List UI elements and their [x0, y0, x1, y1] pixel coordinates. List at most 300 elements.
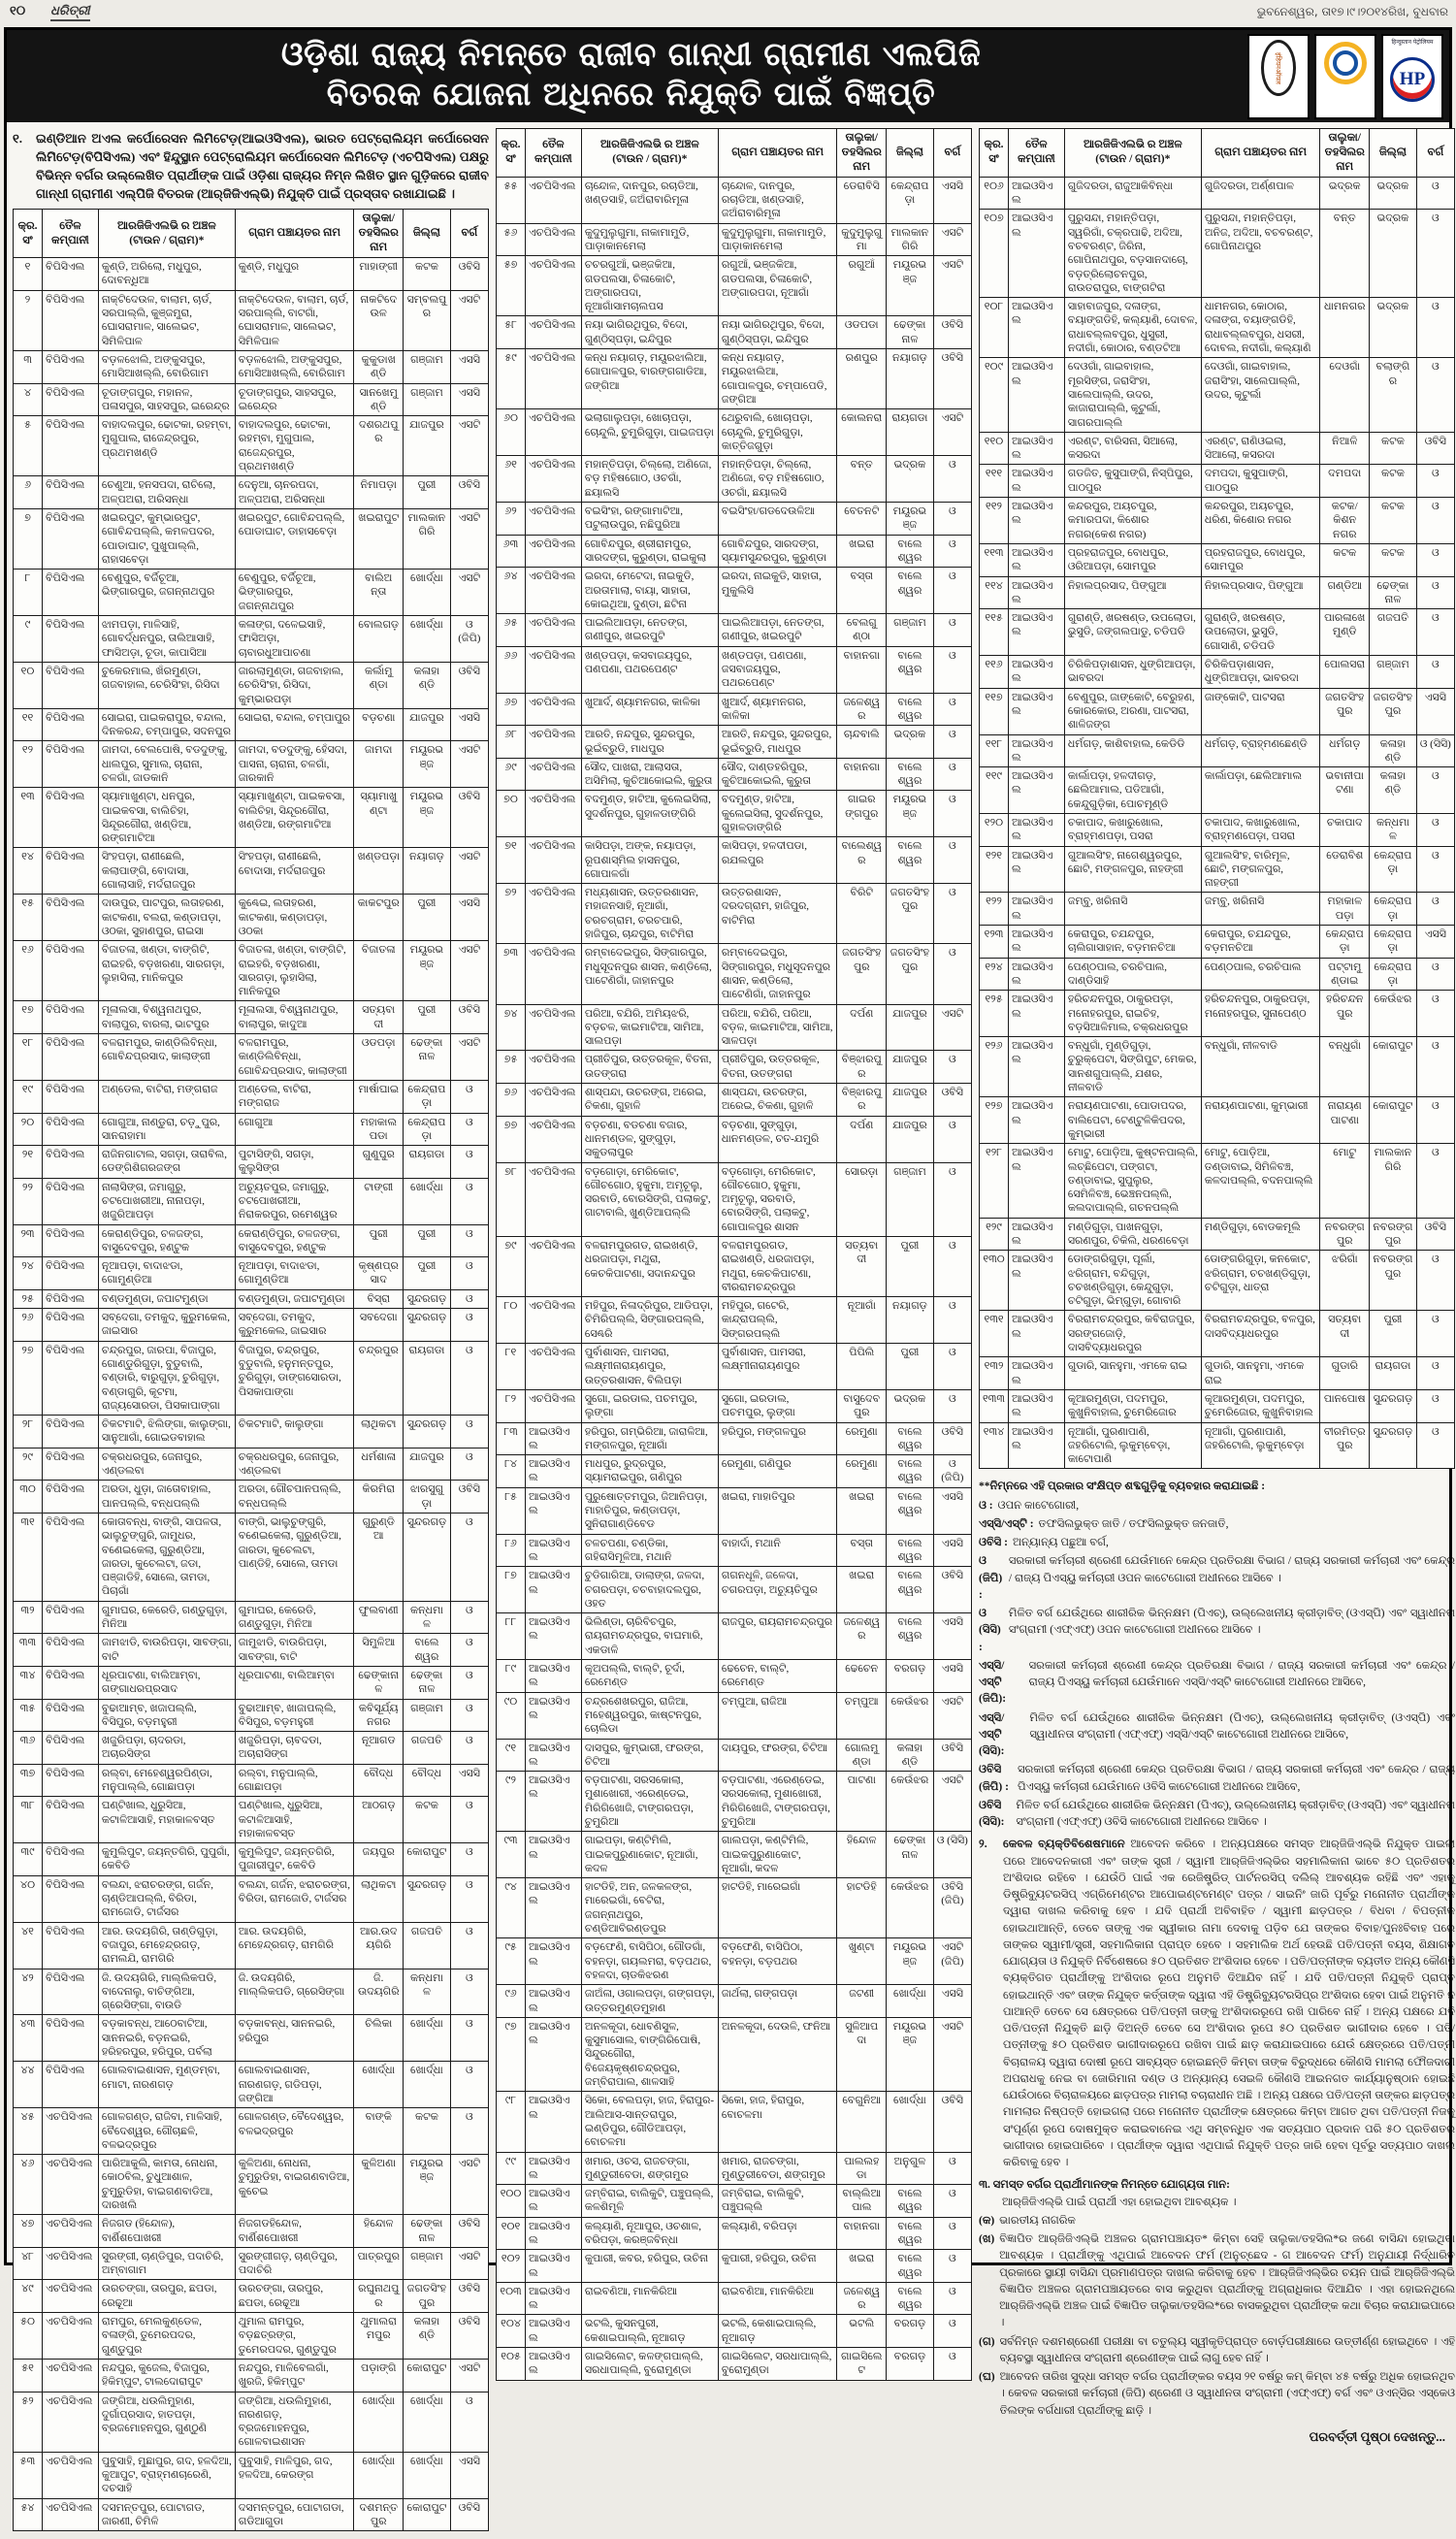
table-row	[497, 2348, 972, 2381]
cell-district: ବାଲେଶ୍ୱର	[404, 1634, 451, 1667]
table-row	[14, 2452, 489, 2498]
cell-district: ବାଲେଶ୍ୱର	[887, 2282, 934, 2315]
table-row	[14, 1481, 489, 1514]
cell-taluka: କାକଟପୁର	[354, 895, 404, 941]
cell-category: ଓ	[1416, 958, 1454, 991]
cell-district: ବାଲେଶ୍ୱର	[887, 1455, 934, 1488]
indianoil-logo	[1247, 34, 1310, 119]
cell-serial: ୪୭	[14, 2215, 43, 2248]
cell-category: ଏସସି	[933, 1660, 971, 1693]
cell-district: ଭଦ୍ରକ	[887, 1389, 934, 1422]
cell-area: ନୟା ଭାଗିରଥିପୁର, ବିଦୋ, ଗୁଣ୍ଠିସ୍ପଡ଼ା, ଇନ୍ଦିପୁର	[581, 316, 718, 349]
cell-area: ପରିଆ, ବଯିରି, ଅମିୟଝରି, ବଡ଼ଚଳ, କାଇମାଟିଆ, ସାମିଆ, ସାଲପଡ଼ା	[581, 1004, 718, 1051]
cell-category: ଏସସି	[450, 383, 488, 416]
cell-taluka: ହାଟଡିହି	[837, 1878, 887, 1938]
cell-serial: ୭୯	[497, 1237, 526, 1297]
cell-serial: ୫୮	[497, 316, 526, 349]
cell-district: ଜଗତସିଂହପୁର	[887, 884, 934, 944]
cell-company: ବିପିସିଏଲ	[43, 662, 99, 708]
cell-area: ଜଙ୍ଗିଆ, ଧଉଲିମୁହାଣ, ଦୁର୍ଗାପ୍ରସାଦ, ହାତପଡ଼ା, ବ୍ରଜମୋହନପୁର, ଗୁଣ୍ଠୁଣି	[98, 2392, 235, 2452]
cell-gram-panchayat: ଗୋଗୁଆ	[235, 1113, 354, 1146]
cell-district: ବାଲେଶ୍ୱର	[887, 837, 934, 884]
banner-title	[36, 34, 1226, 114]
cell-gram-panchayat: ଥେରୁବାଲି, ଖୋଚାପଡ଼ା, ଚୋନ୍ଦୁଲି, ଚୁମୁରିଗୁଡ଼ା, କାତ୍ତିଜଗୁଡ଼ା	[718, 409, 837, 456]
note-item-label: ଏସ୍‌ସି/ଏସ୍‌ଟି (ସିସି):	[979, 1711, 1005, 1758]
note-item-text: ସରକାରୀ କର୍ମଚାରୀ ଶ୍ରେଣୀ କେନ୍ଦ୍ର ପ୍ରତିରକ୍ଷା ବିଭାଗ / ରାଜ୍ୟ ସରକାରୀ କର୍ମଚାରୀ ଏବଂ କେନ୍ଦ୍ର / ରାଜ୍ୟ ପିଏସ୍‌ୟୁ କର୍ମଚାରୀ ଯେଉଁମାନେ ଓବିସି କାଟେଗୋରୀ ଅଧୀନରେ ଆସିବେ,	[1018, 1764, 1455, 1793]
cell-gram-panchayat: ଢେଚେନ, ବାଲ୍ଟି, ରେମେଣ୍ଡ	[718, 1660, 837, 1693]
cell-taluka: ଢେଙ୍କାନାଳ	[354, 1666, 404, 1699]
cell-gram-panchayat: ନାକ୍ଟିଦେଉଳ, ବାଲାମ, ଚାର୍ଡ, ସରପାଲ୍ଲି, ବାଟଗାଁ, ଘୋସରାମାଳ, ସାଲେଭଟ, ସିମିଳିପାଳ	[235, 290, 354, 350]
column-header: ତାଲୁକା/ ତହସିଲର ନାମ	[837, 129, 887, 178]
cell-company: ବିପିସିଏଲ	[43, 1601, 99, 1634]
table-row	[980, 498, 1455, 544]
cell-taluka: ବାଲେଶ୍ୱର	[837, 837, 887, 884]
cell-serial: ୫୬	[497, 223, 526, 256]
note-item-label: (ଖ)	[979, 2233, 995, 2246]
cell-serial: ୧	[14, 258, 43, 291]
cell-company: ଆଇଓସିଏଲ	[526, 2152, 582, 2185]
column-header: ବର୍ଗ	[933, 129, 971, 178]
cell-gram-panchayat: ଧୂରପାଟଣା, ବାଲିଆମ୍ବା	[235, 1666, 354, 1699]
cell-company: ଏଚପିସିଏଲ	[526, 316, 582, 349]
note-item-label: ଓ (ସିସି) :	[979, 1608, 1001, 1653]
column-header: କ୍ର. ସଂ	[980, 129, 1009, 178]
cell-category: ଓ	[1416, 609, 1454, 656]
cell-company: ବିପିସିଏଲ	[43, 290, 99, 350]
cell-district: କଟକ	[404, 258, 451, 291]
cell-district: ଗଞ୍ଜାମ	[404, 1699, 451, 1732]
cell-area: ଖମାର, ଓଚସ, ରାଜଚଙ୍ଗା, ମୁଣ୍ଡୁରୀବେଡା, ଶଙ୍ଗମୁର	[581, 2152, 718, 2185]
cell-taluka: ଦେଓଗାଁ	[1320, 358, 1370, 432]
cell-district: ପୁରୀ	[404, 1224, 451, 1257]
cell-area: ମହାନ୍ତିପଡ଼ା, ଚିଲ୍ଲୋ, ଅଣିଜୋ, ବଡ଼ ମହିଷଗୋଠ, ଓଚଗାଁ, ଛୟାଲସି	[581, 456, 718, 503]
table-row	[14, 1341, 489, 1415]
cell-category: ଓବିସି	[933, 316, 971, 349]
cell-area: ବଣ୍ଡମୁଣ୍ଡା, ଜପାଟମୁଣ୍ଡା	[98, 1289, 235, 1308]
cell-area: କୂଆରମୁଣ୍ଡା, ପଦମପୁର, କୁଖୁନିବାହାଲ, ଚୁମେରିଜୋର	[1064, 1389, 1201, 1422]
cell-company: ଏଚପିସିଏଲ	[526, 256, 582, 316]
cell-area: ହରିଚନ୍ଦନପୁର, ଠାକୁରପଡ଼ା, ମନୋହରପୁର, ରାଇଚିହ, ବଡ଼ସିଆଳିମାଲ, ଚକ୍ରଧରପୁର	[1064, 991, 1201, 1037]
table-row	[14, 1178, 489, 1224]
cell-company: ଏଚପିସିଏଲ	[526, 837, 582, 884]
cell-gram-panchayat: କନ୍ଦରପୁର, ଅୟଚପୁର, ଧରିଣ, କିଶୋର ନଗର	[1201, 498, 1320, 544]
cell-serial: ୮୦	[497, 1297, 526, 1344]
cell-taluka: ଖଇରା	[837, 1567, 887, 1613]
cell-serial: ୩୯	[14, 1843, 43, 1876]
newspaper-masthead: ଧରିତ୍ରୀ	[50, 4, 90, 21]
indianoil-hindi-text: इंडियनऑयल	[1274, 51, 1282, 84]
table-row	[497, 1004, 972, 1051]
cell-area: ଖଇରପୁଟ, କୁମ୍ଭାରପୁଟ, ଗୋବିନ୍ଦପଲ୍ଲି, କମଳପଦର, ପୋଡାଘାଟ, ପୁଖୁପାଲ୍ଲି, ରାହାସବେଡ଼ା	[98, 508, 235, 569]
cell-category: ଓ	[933, 456, 971, 503]
cell-taluka: ଖଣ୍ଡପଡ଼ା	[354, 848, 404, 895]
cell-category: ଓବିସି	[1416, 432, 1454, 465]
cell-taluka: ଗଣ୍ଡିଆ	[1320, 576, 1370, 609]
cell-district: ଯାଜପୁର	[887, 1004, 934, 1051]
cell-district: ବାଲେଶ୍ୱର	[887, 1613, 934, 1660]
note-item-text: ତଫସିଲଭୁକ୍ତ ଜାତି / ତଫସିଲଭୁକ୍ତ ଜନଜାତି,	[1038, 1517, 1229, 1530]
cell-serial: ୯୩	[497, 1832, 526, 1878]
cell-gram-panchayat: ଜାଙ୍କୋଟି, ପାଟସରା	[1201, 688, 1320, 734]
note-item-label: ଓ (ଜିପି) :	[979, 1555, 1003, 1601]
column-header: ତୈଳ କମ୍ପାନୀ	[526, 129, 582, 178]
cell-area: ମୋଟୁ, ପୋଡ଼ିଆ, କୁଷ୍ଟନପାଲ୍ଲି, ଲଚ୍ଛିପେଟା, ପଙ୍ଗଟା, ତଣ୍ଡାବାଇ, ସୁପୁଲୁର, ସେମିଳିବଞ୍ଚ, ଭେଞ୍ଚନପଲ୍ଲି, କଲଦାପାଲ୍ଲି, ଗଚନପଲ୍ଲି	[1064, 1144, 1201, 1218]
cell-gram-panchayat: ମୋଟୁ, ପୋଡ଼ିଆ, ତଣ୍ଡାବାଇ, ସିମିଳିବଞ୍ଚ, କଳଦାପଲ୍ଲି, ବଦନପାଲ୍ଲି	[1201, 1144, 1320, 1218]
cell-serial: ୨୪	[14, 1257, 43, 1290]
cell-category: ଓ	[450, 1875, 488, 1922]
cell-gram-panchayat: ଚାନ୍ଦୋଳ, ଦାନପୁର, ରଚାଡିଆ, ଖଣ୍ଡସାହି, ଜଅଁରାବାରିମୂଳା	[718, 177, 837, 223]
cell-gram-panchayat: ବାହାର୍ଦା, ମଥାନି	[718, 1534, 837, 1567]
cell-district: କନ୍ଧମାଳ	[404, 1601, 451, 1634]
table-row	[14, 848, 489, 895]
cell-gram-panchayat: ଚୂଡାଙ୍ଗପୁର, ସାହସପୁର, ଇରେନ୍ଦ୍ର	[235, 383, 354, 416]
cell-company: ଆଇଓସିଏଲ	[1009, 432, 1065, 465]
cell-taluka: ପାନପୋଷ	[1320, 1389, 1370, 1422]
table-row	[980, 609, 1455, 656]
cell-taluka: କୁକୁଡାଖଣ୍ଡି	[354, 350, 404, 383]
cell-company: ଏଚପିସିଏଲ	[526, 1162, 582, 1236]
column-2	[496, 128, 972, 2381]
cell-category: ଓ	[933, 1237, 971, 1297]
cell-company: ଆଇଓସିଏଲ	[526, 1878, 582, 1938]
cell-gram-panchayat: ଗୋବିନ୍ଦପୁର, ସାରଦଙ୍ଗ, ସ୍ୟାମସୁନ୍ଦରପୁର, କୁରୁଣ୍ଡା	[718, 535, 837, 568]
table-row	[14, 350, 489, 383]
cell-category: ଏସଟି (ଜିପି)	[933, 1938, 971, 1985]
cell-category: ଓ	[1416, 210, 1454, 298]
cell-area: ଦାଉପୁର, ପାଟପୁର, ଲତାହରଣ, କାଟକଣା, ବଲରା, କଣ୍ଡାପଡ଼ା, ଓଠକା, ସୁହାଣପୁର, ରାଇସା	[98, 895, 235, 941]
cell-company: ବିପିସିଏଲ	[43, 508, 99, 569]
cell-serial: ୧୨୩	[980, 926, 1009, 959]
cell-category: ଓ	[1416, 465, 1454, 498]
cell-taluka: ରଗୁଆଁ	[837, 256, 887, 316]
table-row	[980, 543, 1455, 576]
cell-taluka: କୋଲନରା	[837, 409, 887, 456]
cell-gram-panchayat: ପେଣ୍ଠପାଲ, ଚରଚିପାଲ	[1201, 958, 1320, 991]
cell-company: ଏଚପିସିଏଲ	[526, 535, 582, 568]
cell-area: ମଣ୍ଡିଗୁଡ଼ା, ପାଖନଗୁଡ଼ା, ସରଣପୁର, ଚିକିଲି, ଧରଣବେଡ଼ା	[1064, 1218, 1201, 1251]
table-row	[497, 256, 972, 316]
cell-taluka: ଦର୍ପଣ	[837, 1116, 887, 1162]
cell-taluka: ଜଳେଶ୍ୱର	[837, 2282, 887, 2315]
cell-area: ସିକୋ, ବେଲପଡ଼ା, ହାଜ, ହିରାପୁର-ଆଲିଆସ-ସାନ୍ତରାପୁର, ଇଣ୍ଡିପୁର, ଗୌଡିଆପଡ଼ା, ବୋଚଳମା	[581, 2092, 718, 2152]
cell-gram-panchayat: କୁଦୁମୁଲୁଗୁମା, ନାକାମାମୁଡି, ପାଡ଼ାକାନମେଲା	[718, 223, 837, 256]
cell-category: ଓ	[1416, 991, 1454, 1037]
cell-gram-panchayat: ବଡ଼ପାଟଣା, ଏରେଣ୍ଡେଇ, ସରସକୋଲା, ମୁଶାଖୋରୀ, ମିରିଗିଖୋଜି, ଟାଙ୍ଗରପଡ଼ା, ଚୁମୁରିଆ	[718, 1772, 837, 1832]
note-item-text: ଅନ୍ୟାନ୍ୟ ପଛୁଆ ବର୍ଗ,	[1012, 1537, 1109, 1549]
cell-district: ଢେଙ୍କାନାଳ	[887, 1832, 934, 1878]
cell-serial: ୧୦୭	[980, 210, 1009, 298]
cell-taluka: ମାର୍ଷାଘାଇ	[354, 1080, 404, 1113]
cell-serial: ୭୫	[497, 1051, 526, 1084]
cell-category: ଓ	[933, 568, 971, 614]
cell-district: ବାଲେଶ୍ୱର	[887, 646, 934, 693]
cell-gram-panchayat: ରମ୍ବାଦେଇପୁର, ସିଙ୍ଗାରପୁର, ମଧୁସୂଦନପୁର ଶାସନ, କଣ୍ଡିଲୋ, ପାଟେଣିଗାଁ, ଜାହାନପୁର	[718, 944, 837, 1004]
cell-serial: ୭	[14, 508, 43, 569]
cell-gram-panchayat: ଦେଓଗାଁ, ଗାଇବାହାଲ, ଜରାସିଂହା, ସାଲେପାଲ୍ଲି, ଉଦର, କୂଟୁର୍ଲା	[1201, 358, 1320, 432]
cell-district: ମୟୂରଭଞ୍ଜ	[404, 788, 451, 848]
cell-district: ବାଲେଶ୍ୱର	[887, 1487, 934, 1534]
cell-serial: ୫୪	[14, 2498, 43, 2531]
cell-area: ଚଳଚପଣା, ଚଣ୍ଡିକା, ଗହିରାସିମୂଳିଆ, ମଥାନି	[581, 1534, 718, 1567]
cell-gram-panchayat: ଶାସ୍ପନ୍ଦା, ଉଚରଙ୍ଗ, ଅରେଇ, ଚିକଣା, ଗୁହାଳି	[718, 1084, 837, 1117]
cell-gram-panchayat: କଲ୍ୟାଣି, ବରିପଡ଼ା	[718, 2217, 837, 2250]
cell-category: ଏସଟି	[450, 290, 488, 350]
table-row	[980, 846, 1455, 893]
cell-district: କେଉଁଝର	[1370, 991, 1417, 1037]
cell-area: କୂଅପଲ୍ଲି, ବାଲ୍ଟି, ଚୂର୍ଦା, ରେମେଣ୍ଡ	[581, 1660, 718, 1693]
cell-district: ମୟୂରଭଞ୍ଜ	[887, 1938, 934, 1985]
cell-gram-panchayat: ନୂଆପଡ଼ା, ବାଦାଝଡା, ଗୋମୁଣ୍ଡିଆ	[235, 1257, 354, 1290]
cell-company: ବିପିସିଏଲ	[43, 476, 99, 509]
cell-gram-panchayat: ବଳରାମପୁରଗଡ, ରାଇଖଣ୍ଡି, ଧରଜାପଡ଼ା, ମଥୁରା, କେଚକିପାଟଣା, ବୀରରାମଚନ୍ଦ୍ରପୁର	[718, 1237, 837, 1297]
table-row	[980, 688, 1455, 734]
cell-category: ଓବିସି	[450, 2313, 488, 2360]
cell-taluka: ଦମପଦା	[1320, 465, 1370, 498]
cell-area: ବିଜାତଳା, ଖଣ୍ଡା, ବାଙ୍ଗିଟି, ରାଇହରି, ବଡ଼ଖରଣା, ସାରଗଡ଼ା, ଲୁହାସିଲା, ମାନିକପୁର	[98, 941, 235, 1001]
cell-category: ଓ	[1416, 1357, 1454, 1390]
cell-serial: ୬୮	[497, 726, 526, 759]
cell-company: ବିପିସିଏଲ	[43, 1843, 99, 1876]
cell-area: କେରାପୁର, ଚଯନ୍ଦପୁର, ଚାଲିଗାସାହାନ, ବଡ଼ମନଚିଆ	[1064, 926, 1201, 959]
cell-company: ଆଇଓସିଏଲ	[526, 1985, 582, 2018]
cell-serial: ୫୦	[14, 2313, 43, 2360]
note-item-label: ଓବିସି (ସିସି):	[979, 1799, 1005, 1829]
intro-number: ୧.	[13, 131, 23, 146]
cell-serial: ୭୩	[497, 944, 526, 1004]
cell-category: ଓ	[450, 2108, 488, 2155]
table-row	[497, 1739, 972, 1772]
cell-gram-panchayat: ବଡ଼ଫେଣି, ବାସିପିଠା, ବହନଡ଼ା, ବଡ଼ପଥର	[718, 1938, 837, 1985]
cell-category: ଓ	[1416, 298, 1454, 358]
cell-taluka: ବିଞ୍ଝାରପୁର	[837, 1051, 887, 1084]
cell-gram-panchayat: ଥୁମାଲ ରାମପୁର, ବଡ଼ଛତ୍ରଙ୍ଗ, ତୁମେରପଦର, ଗୁଣ୍ଡୁପୁର	[235, 2313, 354, 2360]
cell-area: ହାଟଡିହି, ଅନ, ଜଳକଳଙ୍ଗ, ମାରେଇଗାଁ, ବେଟିରା, ଜଗନ୍ନାଥପୁର, ଚଣ୍ଡିଆବିରଣ୍ଡପୁର	[581, 1878, 718, 1938]
cell-gram-panchayat: ସବ୍‌ଦେଗା, ତମକୁଦ, କୁରୁମକେଲ, ଜାଇସାର	[235, 1309, 354, 1342]
cell-taluka: ଜଗତସିଂହପୁର	[1320, 688, 1370, 734]
note-item-label: (ଘ)	[979, 2371, 995, 2384]
cell-category: ଓ	[1416, 576, 1454, 609]
cell-taluka: ଧର୍ମଗଡ଼	[1320, 734, 1370, 767]
cell-category: ଓ	[933, 758, 971, 791]
cell-serial: ୮୭	[497, 1567, 526, 1613]
note-item-text: ମିଳିତ ବର୍ଗ ଯେଉଁଥିରେ ଶାରୀରିକ ଭିନ୍ନକ୍ଷମ (ପିଏଚ୍), ଉଲ୍ଲେଖନୀୟ କ୍ରୀଡ଼ାବିତ୍ (ଓଏସ୍‌ପି) ଏବଂ ସ୍ୱାଧୀନତା ସଂଗ୍ରାମୀ (ଏଫ୍‌ଏଫ୍) ଓପନ କାଟେଗୋରୀ ଅଧୀନରେ ଆସିବେ ।	[1008, 1608, 1455, 1637]
cell-district: ଢେଙ୍କାନାଳ	[404, 2215, 451, 2248]
cell-company: ଏଚପିସିଏଲ	[526, 726, 582, 759]
table-row	[14, 2015, 489, 2062]
table-row	[14, 741, 489, 788]
cell-serial: ୩୫	[14, 1699, 43, 1732]
cell-taluka: ବିରିଟି	[837, 884, 887, 944]
cell-company: ଏଚପିସିଏଲ	[526, 223, 582, 256]
table-row	[14, 788, 489, 848]
cell-taluka: ଖଇରା	[837, 1487, 887, 1534]
cell-district: ଖୋର୍ଦ୍ଧା	[404, 2392, 451, 2452]
cell-area: କାସିପଡ଼ା, ଅଙ୍କ, ନୟାପଡ଼ା, ରୂପଶାସ୍ମିଲ ହାସନପୁର, ଗୋପାଳଗାଁ	[581, 837, 718, 884]
cell-category: ଓ	[933, 1344, 971, 1390]
cell-taluka: ମହାକାଳପଡ଼ା	[1320, 893, 1370, 926]
table-row	[14, 708, 489, 741]
cell-taluka: ଦଶମନ୍ତପୁର	[354, 2498, 404, 2531]
cell-district: ଗଞ୍ଜାମ	[404, 2247, 451, 2280]
cell-company: ବିପିସିଏଲ	[43, 350, 99, 383]
cell-district: ବାଲେଶ୍ୱର	[887, 2250, 934, 2283]
table-row	[14, 1448, 489, 1481]
cell-serial: ୪୪	[14, 2062, 43, 2108]
note-item	[979, 1516, 1455, 1533]
cell-category: ଓବିସି	[450, 788, 488, 848]
cell-area: ବଳରାମପୁର, କାଣ୍ଡିଲିବିନ୍ଧା, ଗୋବିନ୍ଦପ୍ରସାଦ, କାଲାଙ୍ଗୀ	[98, 1034, 235, 1081]
cell-serial: ୨୧	[14, 1146, 43, 1179]
cell-gram-panchayat: ଖୁଆର୍ଦ, ଶ୍ୟାମନଗର, କାଳିକା	[718, 693, 837, 726]
cell-gram-panchayat: କୁଳିଅଣା, ନୋଧନା, ଚୁମୁରୁଡିହା, ବାଇଗଣବାଡିଆ, କୁଚେଇ	[235, 2155, 354, 2215]
cell-district: କେଉଁଝର	[887, 1772, 934, 1832]
cell-area: ବନ୍ଧୁଗାଁ, ମୁଣ୍ଡିଗୁଡ଼ା, ଚୁରୁକ୍‌ପେଟା, ସିଙ୍ଗିପୁଟ, ମେକର, ସାନଶଗୁପାଲ୍ଲି, ଯଶର, ନୀଳବାଡି	[1064, 1037, 1201, 1097]
cell-taluka: ଡେରାବିସି	[837, 177, 887, 223]
table-row	[980, 1144, 1455, 1218]
cell-gram-panchayat: ଘଣ୍ଟିଖାଲ, ଧୁରୁସିଆ, କଟାଳିଆସାହି, ମହାକାଳବସ୍ତ	[235, 1797, 354, 1843]
note-item-label: ଓବିସି (ଜିପି) :	[979, 1764, 1009, 1793]
cell-area: ଜମ୍ବୁ, ଖରିନାସି	[1064, 893, 1201, 926]
cell-company: ଏଚପିସିଏଲ	[526, 349, 582, 409]
cell-company: ବିପିସିଏଲ	[43, 1764, 99, 1797]
cell-company: ବିପିସିଏଲ	[43, 1699, 99, 1732]
cell-area: ଭଲାଗାଲୁପଡ଼ା, ଖୋଚାପଡ଼ା, ଚୋନ୍ଦୁଲି, ଚୁମୁରିଗୁଡ଼ା, ପାଇଜପଡ଼ା	[581, 409, 718, 456]
cell-gram-panchayat: ପୁରୁସନ୍ଦା, ମହାନ୍ତିପଡ଼ା, ଅନିଜ, ଅଦିଆ, ବଚବରଣ୍ଟ, ଗୋପିନାଥପୁର	[1201, 210, 1320, 298]
cell-serial: ୯୧	[497, 1739, 526, 1772]
cell-category: ଓବିସି	[450, 2215, 488, 2248]
cell-area: ଗଡଜିତ, କୁସୁପାଙ୍ଗି, ନିସ୍ପିପୁର, ପାଠପୁର	[1064, 465, 1201, 498]
cell-district: ବଲାଙ୍ଗିର	[1370, 358, 1417, 432]
cell-company: ଆଇଓସିଏଲ	[1009, 1311, 1065, 1357]
cell-serial: ୮	[14, 570, 43, 616]
cell-taluka: ବାହାନଗା	[837, 2217, 887, 2250]
table-row	[14, 2280, 489, 2313]
table-row	[497, 1162, 972, 1236]
cell-company: ଆଇଓସିଏଲ	[1009, 1144, 1065, 1218]
cell-taluka: ରଘୁନାଥପୁର	[354, 2280, 404, 2313]
table-body	[497, 177, 972, 2380]
cell-gram-panchayat: ଭଟଲି, କେଶାଇପାଲ୍ଲି, ନୂଆଗଡ଼	[718, 2315, 837, 2348]
cell-gram-panchayat: କେରାପୁର, ଚଯନ୍ଦପୁର, ବଡ଼ମନଚିଆ	[1201, 926, 1320, 959]
cell-district: ନୟାଗଡ଼	[404, 848, 451, 895]
cell-company: ଆଇଓସିଏଲ	[1009, 926, 1065, 959]
column-header: ବର୍ଗ	[1416, 129, 1454, 178]
cell-taluka: ଗୁରୁଣ୍ଡିଆ	[354, 1513, 404, 1601]
cell-serial: ୧୦୩	[497, 2282, 526, 2315]
column-3	[979, 128, 1455, 2446]
cell-serial: ୨୭	[14, 1341, 43, 1415]
cell-serial: ୪	[14, 383, 43, 416]
cell-district: ଗଞ୍ଜାମ	[1370, 656, 1417, 689]
cell-company: ବିପିସିଏଲ	[43, 1481, 99, 1514]
cell-area: ବଡ଼ଚଣା, ବଡଚଣା ବଜାର, ଧାନମଣ୍ଡଳ, ସୁଙ୍ଗୁଡ଼ା, ସକୁଡଲାପୁର	[581, 1116, 718, 1162]
cell-gram-panchayat: ଖଇରା, ମାହାତିପୁର	[718, 1487, 837, 1534]
table-row	[980, 465, 1455, 498]
cell-serial: ୧୦୮	[980, 298, 1009, 358]
cell-area: ଇରଦା, ମେଟେଦା, ନାଇକୁଡି, ଅରତାମାଲା, ବାୟା, ସାହାତା, କୋଇଥିଆ, ଦୁଣ୍ଡା, ଛଟିନା	[581, 568, 718, 614]
cell-gram-panchayat: ରାଇବଣିଆ, ମାନକିରିଆ	[718, 2282, 837, 2315]
cell-company: ଆଇଓସିଏଲ	[1009, 846, 1065, 893]
cell-gram-panchayat: କାସିପଡ଼ା, ହଳଦୀପଡା, ରଯଲପୁର	[718, 837, 837, 884]
table-row	[14, 1634, 489, 1667]
cell-gram-panchayat: ବଳରାମପୁର, କାଣ୍ଡିଲିବିନ୍ଧା, ଗୋବିନ୍ଦପ୍ରସାଦ, କାଲାଙ୍ଗୀ	[235, 1034, 354, 1081]
cell-category: ଓ	[1416, 358, 1454, 432]
table-header-row	[497, 129, 972, 178]
cell-serial: ୧୨୮	[980, 1144, 1009, 1218]
cell-taluka: ଜି. ଉଦୟଗିରି	[354, 1969, 404, 2015]
cell-serial: ୫୨	[14, 2392, 43, 2452]
note-item	[979, 1798, 1455, 1832]
table-row	[497, 837, 972, 884]
cell-category: ଏସସି	[450, 350, 488, 383]
cell-area: ବଇସିଂହା, ରଙ୍ଗାମାଟିଆ, ପଟୁଲାଉପୁର, ନଛିପୁରିଆ	[581, 503, 718, 536]
note-item-label: ଓବିସି :	[979, 1537, 1008, 1549]
cell-category: ଓ	[450, 1113, 488, 1146]
cell-gram-panchayat: ମୂଳାଲସା, ବିଶ୍ୱନାଥପୁର, ବାଲାପୁର, କାଦୁଆ	[235, 1001, 354, 1034]
cell-serial: ୯୫	[497, 1938, 526, 1985]
cell-district: ମୟୂରଭଞ୍ଜ	[404, 941, 451, 1001]
rgglv-table-3	[979, 128, 1455, 1469]
cell-category: ଓ	[450, 1178, 488, 1224]
cell-serial: ୧୨୭	[980, 1097, 1009, 1144]
cell-taluka: ବନ୍ତ	[1320, 210, 1370, 298]
cell-taluka: ପିପିଲି	[837, 1344, 887, 1390]
cell-area: ବଡ଼ଫେଣି, ବାସିପିଠା, ଗୌଡଗାଁ, ବହନଡ଼ା, ଗୟଲମରା, ବଡ଼ପଥର, ବହଳଦା, ଚାଡକିଝରଣ	[581, 1938, 718, 1985]
cell-area: ଚାନ୍ଦୋଳ, ଦାନପୁର, ରଚାଡିଆ, ଖଣ୍ଡସାହି, ଜଅଁରାବାରିମୂଳା	[581, 177, 718, 223]
cell-category: ଏସଟି	[450, 508, 488, 569]
cell-area: ଚୂଡାଙ୍ଗପୁର, ମହାନଳ, ପଳାସପୁର, ସାହସପୁର, ଇରେନ୍ଦ୍ର	[98, 383, 235, 416]
cell-category: ଏସସି	[933, 1534, 971, 1567]
cell-district: ମାଲକାନଗିରି	[404, 508, 451, 569]
table-row	[980, 210, 1455, 298]
table-row	[497, 646, 972, 693]
cell-area: ନୂଆଗାଁ, ପୁରଣାପାଣି, ଜହରିଟୋଲି, ଲୁକୁମ୍ବେଡ଼ା, କାଟୋପାଣି	[1064, 1422, 1201, 1469]
cell-company: ଏଚପିସିଏଲ	[526, 1389, 582, 1422]
cell-taluka: ସତ୍ୟବାଦୀ	[1320, 1311, 1370, 1357]
cell-category: ଓ	[933, 693, 971, 726]
cell-taluka: ବୀରମିତ୍ରପୁର	[1320, 1422, 1370, 1469]
cell-taluka: ଚକାପାଦ	[1320, 813, 1370, 846]
cell-taluka: କଟକ/ କିଶନ ନଗର	[1320, 498, 1370, 544]
table-row	[980, 1037, 1455, 1097]
cell-area: ଏରଣ୍ଟ, ବାରିସନା, ସିଆଲୋ, କସରଦା	[1064, 432, 1201, 465]
cell-area: ଭଟଲି, କୁସନପୁରୀ, କେଶାଇପାଲ୍ଲି, ନୂଆଗଡ଼	[581, 2315, 718, 2348]
table-row	[14, 2108, 489, 2155]
cell-category: ଓ	[933, 791, 971, 837]
cell-taluka: ସୁଳିଆପଦା	[837, 2017, 887, 2091]
cell-area: ଖୁଆର୍ଦ, ଶ୍ୟାମନଗର, କାଳିକା	[581, 693, 718, 726]
cell-area: ଖଜୁରିପଡ଼ା, ଚାଦରଡା, ଅଚାରସିଙ୍ଗ	[98, 1732, 235, 1765]
table-row	[497, 456, 972, 503]
cell-area: ଜମ୍ବିରାଇ, ବାଲିକୁଟି, ପଞ୍ଚୁପଲ୍ଲି, କଳଶିମୂଳି	[581, 2185, 718, 2218]
cell-area: ରାଇବଣିଆ, ମାନକିରିଆ	[581, 2282, 718, 2315]
cell-company: ଆଇଓସିଏଲ	[1009, 656, 1065, 689]
cell-district: ଢେଙ୍କାନାଳ	[887, 316, 934, 349]
cell-gram-panchayat: ନୂଆଗାଁ, ପୁରଣାପାଣି, ଜହରିଟୋଲି, ଲୁକୁମ୍ବେଡ଼ା	[1201, 1422, 1320, 1469]
cell-company: ଏଚପିସିଏଲ	[43, 2392, 99, 2452]
cell-gram-panchayat: କଳାଙ୍ଗ, ଦଳେଇସାହି, ଫାସିଅଡ଼ା, ଚାବାରଧୁଆପାଚଣା	[235, 616, 354, 663]
notes-section	[979, 1479, 1455, 2446]
cell-area: ମଧ୍ୟଶାସନ, ଉତ୍ତରଶାସନ, ମହାଜନସାହି, ନୂଆଗାଁ, ଚରଚଗ୍ରାମ, ଚରଚପାରି, ହାଜିପୁର, ଚାନ୍ଦପୁର, ବାଟିମିରା	[581, 884, 718, 944]
cell-district: ବାଲେଶ୍ୱର	[887, 2217, 934, 2250]
cell-serial: ୬୧	[497, 456, 526, 503]
cell-area: ନୂଆପଡ଼ା, ବାଦାଝଡା, ଗୋମୁଣ୍ଡିଆ	[98, 1257, 235, 1290]
table-row	[14, 570, 489, 616]
cell-area: ସୁରଙ୍ଗୀ, ଚାଣ୍ଡିପୁର, ପଦାଚିରି, ଅମ୍ବାଗାମ	[98, 2247, 235, 2280]
cell-gram-panchayat: ବିରରାମଚନ୍ଦ୍ରପୁର, ବଳପୁର, ଦାସବିଦ୍ୟାଧରପୁର	[1201, 1311, 1320, 1357]
cell-gram-panchayat: ଗୁଜିଦରଡା, ଅର୍ଣ୍ଣପାଳ	[1201, 177, 1320, 210]
cell-category: ଓ	[1416, 1251, 1454, 1311]
